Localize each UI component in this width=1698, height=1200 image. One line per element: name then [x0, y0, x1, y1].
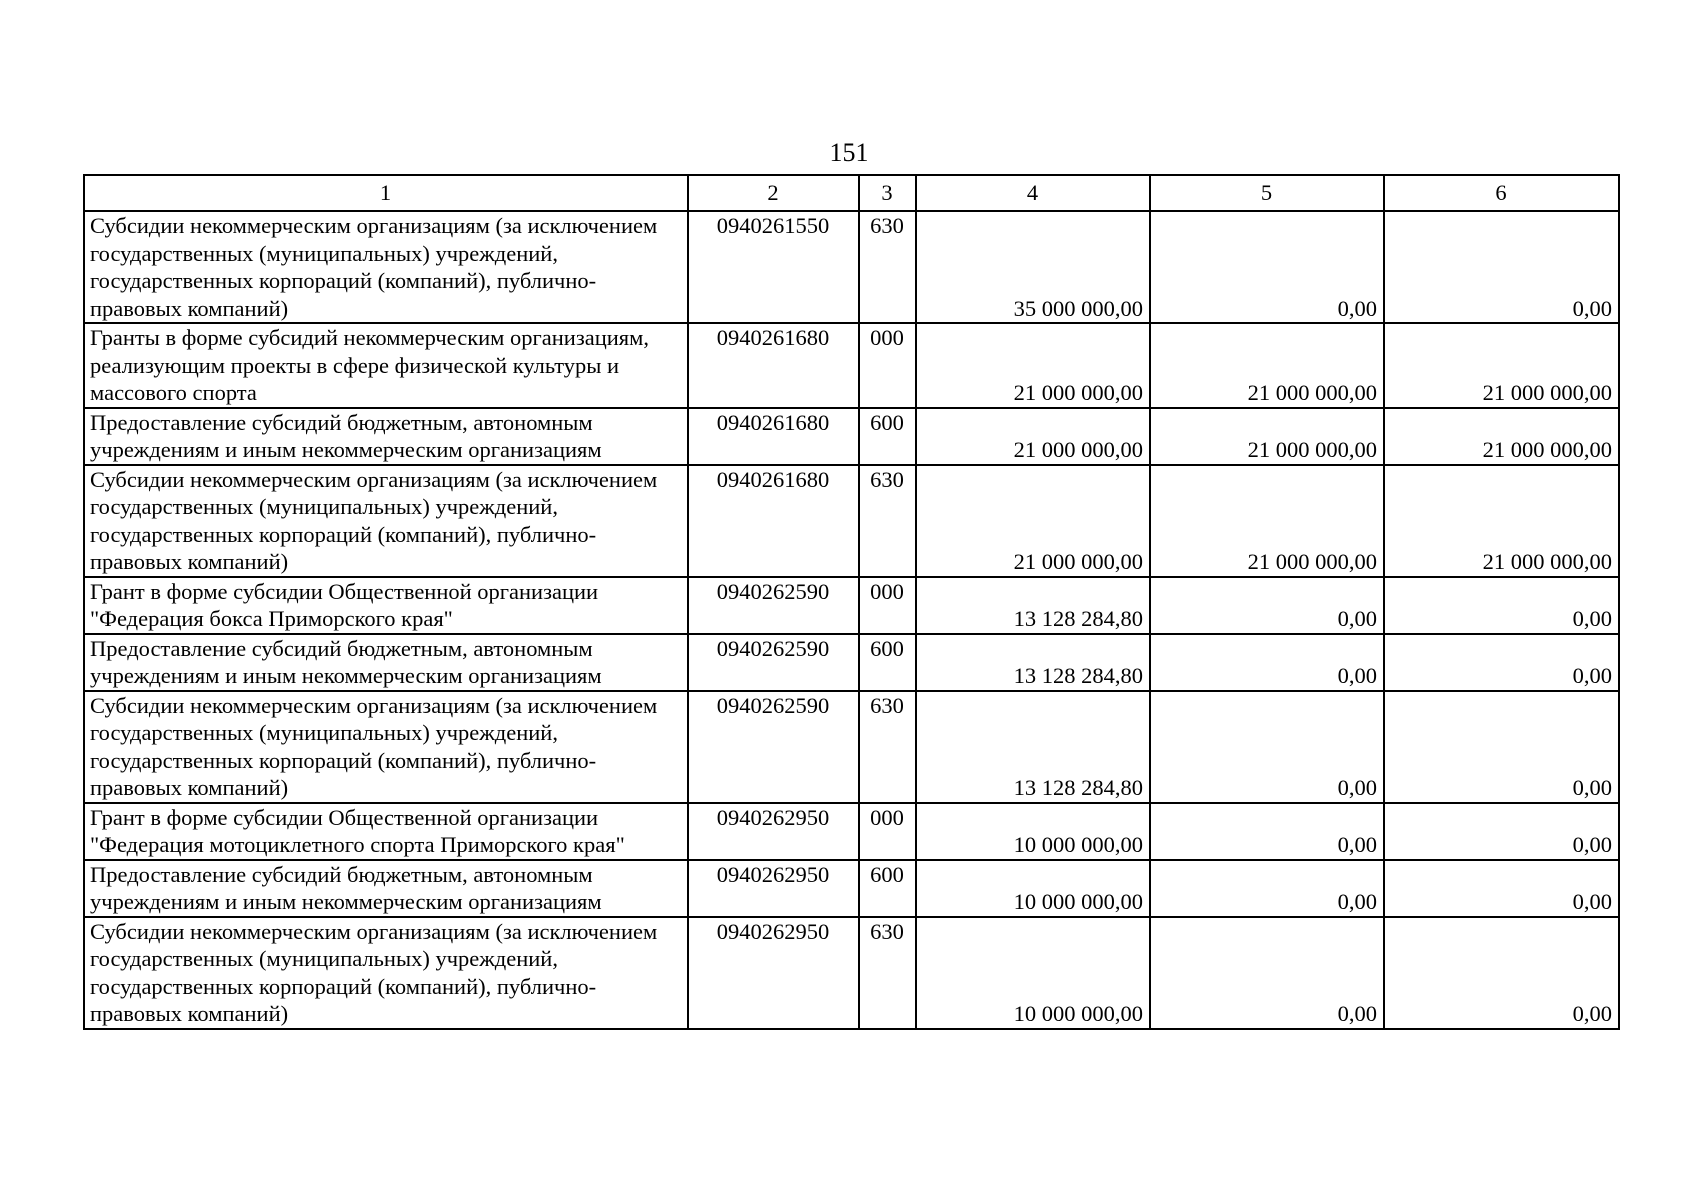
row-expense-type: 630	[859, 465, 916, 577]
column-header-6: 6	[1384, 175, 1619, 211]
row-amount-3: 0,00	[1384, 634, 1619, 691]
table-row	[84, 691, 1619, 803]
row-expense-type: 000	[859, 803, 916, 860]
table-row	[84, 917, 1619, 1029]
table-row	[84, 803, 1619, 860]
table-row	[84, 323, 1619, 408]
table-row	[84, 577, 1619, 634]
row-amount-1: 35 000 000,00	[916, 211, 1150, 323]
row-target-code: 0940262950	[688, 803, 859, 860]
row-amount-1: 10 000 000,00	[916, 860, 1150, 917]
row-expense-type: 600	[859, 860, 916, 917]
page-number: 151	[829, 138, 869, 167]
row-amount-1: 13 128 284,80	[916, 634, 1150, 691]
row-amount-2: 0,00	[1150, 634, 1384, 691]
row-amount-3: 21 000 000,00	[1384, 408, 1619, 465]
row-target-code: 0940262590	[688, 691, 859, 803]
row-amount-1: 10 000 000,00	[916, 803, 1150, 860]
table-row	[84, 408, 1619, 465]
budget-table	[83, 174, 1620, 1030]
row-name: Гранты в форме субсидий некоммерческим организациям, реализующим проекты в сфере физической культуры и массового спорта	[84, 323, 688, 408]
row-amount-2: 21 000 000,00	[1150, 408, 1384, 465]
table-row	[84, 634, 1619, 691]
row-expense-type: 600	[859, 634, 916, 691]
row-amount-2: 0,00	[1150, 577, 1384, 634]
row-amount-1: 13 128 284,80	[916, 577, 1150, 634]
row-amount-2: 0,00	[1150, 803, 1384, 860]
row-name: Предоставление субсидий бюджетным, автономным учреждениям и иным некоммерческим организациям	[84, 860, 688, 917]
row-target-code: 0940261680	[688, 465, 859, 577]
row-expense-type: 000	[859, 577, 916, 634]
row-target-code: 0940261680	[688, 408, 859, 465]
row-amount-3: 21 000 000,00	[1384, 323, 1619, 408]
table-row	[84, 860, 1619, 917]
row-expense-type: 630	[859, 917, 916, 1029]
row-expense-type: 630	[859, 211, 916, 323]
row-name: Субсидии некоммерческим организациям (за исключением государственных (муниципальных) учреждений, государственных корпораций (компаний), публично-правовых компаний)	[84, 465, 688, 577]
column-header-3: 3	[859, 175, 916, 211]
row-name: Субсидии некоммерческим организациям (за исключением государственных (муниципальных) учреждений, государственных корпораций (компаний), публично-правовых компаний)	[84, 691, 688, 803]
row-amount-2: 21 000 000,00	[1150, 465, 1384, 577]
row-amount-1: 21 000 000,00	[916, 323, 1150, 408]
row-expense-type: 000	[859, 323, 916, 408]
row-name: Грант в форме субсидии Общественной организации "Федерация мотоциклетного спорта Приморского края"	[84, 803, 688, 860]
row-amount-3: 0,00	[1384, 691, 1619, 803]
row-amount-3: 0,00	[1384, 860, 1619, 917]
row-target-code: 0940262590	[688, 634, 859, 691]
row-name: Предоставление субсидий бюджетным, автономным учреждениям и иным некоммерческим организациям	[84, 408, 688, 465]
column-header-5: 5	[1150, 175, 1384, 211]
row-name: Субсидии некоммерческим организациям (за исключением государственных (муниципальных) учреждений, государственных корпораций (компаний), публично-правовых компаний)	[84, 211, 688, 323]
row-amount-2: 0,00	[1150, 860, 1384, 917]
row-name: Грант в форме субсидии Общественной организации "Федерация бокса Приморского края"	[84, 577, 688, 634]
column-number-row	[84, 175, 1619, 211]
row-amount-2: 0,00	[1150, 691, 1384, 803]
row-amount-1: 10 000 000,00	[916, 917, 1150, 1029]
column-header-2: 2	[688, 175, 859, 211]
row-amount-1: 13 128 284,80	[916, 691, 1150, 803]
row-expense-type: 600	[859, 408, 916, 465]
row-target-code: 0940261550	[688, 211, 859, 323]
row-name: Предоставление субсидий бюджетным, автономным учреждениям и иным некоммерческим организациям	[84, 634, 688, 691]
table-row	[84, 465, 1619, 577]
row-target-code: 0940262950	[688, 917, 859, 1029]
row-amount-3: 21 000 000,00	[1384, 465, 1619, 577]
row-target-code: 0940262950	[688, 860, 859, 917]
row-amount-3: 0,00	[1384, 211, 1619, 323]
row-amount-1: 21 000 000,00	[916, 465, 1150, 577]
row-amount-3: 0,00	[1384, 917, 1619, 1029]
row-amount-2: 0,00	[1150, 211, 1384, 323]
row-amount-3: 0,00	[1384, 577, 1619, 634]
row-expense-type: 630	[859, 691, 916, 803]
row-target-code: 0940262590	[688, 577, 859, 634]
table-row	[84, 211, 1619, 323]
row-amount-3: 0,00	[1384, 803, 1619, 860]
row-amount-2: 0,00	[1150, 917, 1384, 1029]
row-target-code: 0940261680	[688, 323, 859, 408]
row-name: Субсидии некоммерческим организациям (за исключением государственных (муниципальных) учреждений, государственных корпораций (компаний), публично-правовых компаний)	[84, 917, 688, 1029]
row-amount-1: 21 000 000,00	[916, 408, 1150, 465]
row-amount-2: 21 000 000,00	[1150, 323, 1384, 408]
column-header-4: 4	[916, 175, 1150, 211]
column-header-1: 1	[84, 175, 688, 211]
